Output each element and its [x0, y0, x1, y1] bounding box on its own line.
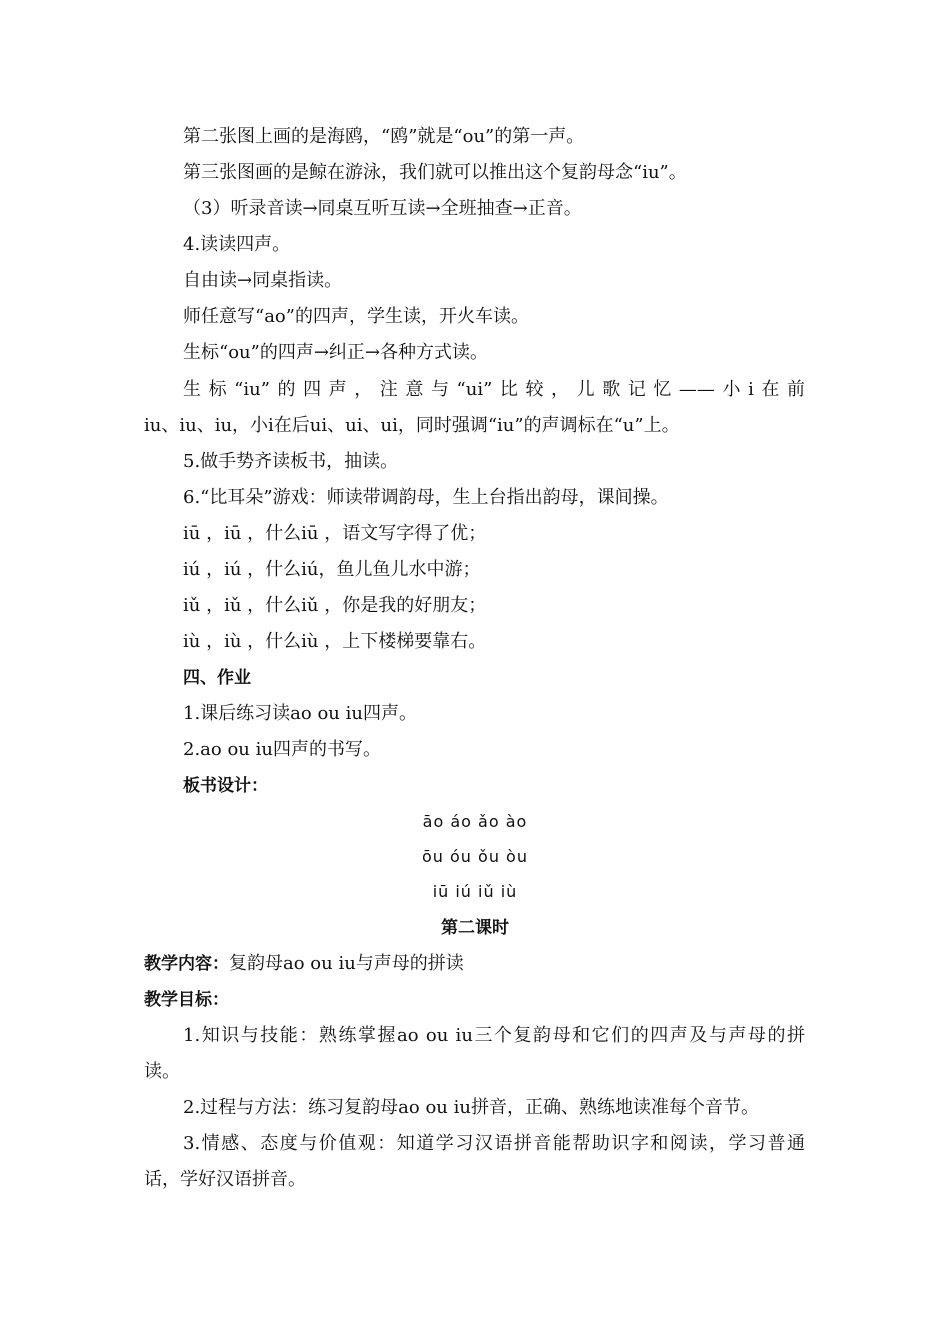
teaching-content — [144, 952, 464, 976]
rhyme-line-2: iú ，iú ，什么iú，鱼儿鱼儿水中游； — [183, 559, 481, 580]
paragraph-teacher-ao: 师任意写“ao”的四声，学生读，开火车读。 — [183, 306, 529, 327]
homework-heading: 四、作业 — [183, 668, 251, 688]
paragraph-ear-game: 6.“比耳朵”游戏：师读带调韵母，生上台指出韵母，课间操。 — [183, 487, 669, 508]
homework-item-1: 1.课后练习读ao ou iu四声。 — [183, 703, 417, 724]
teaching-content-label: 教学内容： — [144, 954, 229, 974]
paragraph-gesture-read: 5.做手势齐读板书，抽读。 — [183, 451, 399, 472]
paragraph-listen-steps: （3）听录音读→同桌互听互读→全班抽查→正音。 — [183, 198, 582, 219]
paragraph-student-ou: 生标“ou”的四声→纠正→各种方式读。 — [183, 342, 488, 363]
paragraph-four-tones: 4.读读四声。 — [183, 234, 291, 255]
board-row-ao: āo áo ǎo ào — [422, 812, 528, 831]
paragraph-student-iu-line1: 生标“iu”的四声，注意与“ui”比较，儿歌记忆——小i在前 — [183, 379, 805, 400]
paragraph-free-read: 自由读→同桌指读。 — [183, 270, 343, 291]
paragraph-student-iu-line2: iu、iu、iu，小i在后ui、ui、ui，同时强调“iu”的声调标在“u”上。 — [144, 415, 680, 436]
goal-2: 2.过程与方法：练习复韵母ao ou iu拼音，正确、熟练地读准每个音节。 — [183, 1097, 759, 1118]
goal-1-line2: 读。 — [144, 1061, 180, 1082]
rhyme-line-3: iǔ ，iǔ ，什么iǔ ，你是我的好朋友； — [183, 595, 487, 616]
teaching-content-value: 复韵母ao ou iu与声母的拼读 — [229, 953, 464, 974]
paragraph-whale: 第三张图画的是鲸在游泳，我们就可以推出这个复韵母念“iu”。 — [183, 162, 687, 183]
board-row-ou: ōu óu ǒu òu — [422, 847, 528, 866]
rhyme-line-4: iù ，iù ，什么iù ，上下楼梯要靠右。 — [183, 631, 487, 652]
goal-3-line2: 话，学好汉语拼音。 — [144, 1169, 306, 1190]
paragraph-seagull: 第二张图上画的是海鸥，“鸥”就是“ou”的第一声。 — [183, 126, 585, 147]
goal-3-line1: 3.情感、态度与价值观：知道学习汉语拼音能帮助识字和阅读，学习普通 — [183, 1133, 805, 1154]
teaching-goals-label: 教学目标： — [144, 990, 229, 1010]
lesson2-title: 第二课时 — [441, 918, 509, 938]
board-design-heading: 板书设计： — [183, 776, 268, 796]
board-row-iu: iū iú iǔ iù — [432, 882, 518, 901]
rhyme-line-1: iū ，iū ，什么iū ，语文写字得了优； — [183, 523, 487, 544]
homework-item-2: 2.ao ou iu四声的书写。 — [183, 739, 381, 760]
goal-1-line1: 1.知识与技能：熟练掌握ao ou iu三个复韵母和它们的四声及与声母的拼 — [183, 1025, 805, 1046]
